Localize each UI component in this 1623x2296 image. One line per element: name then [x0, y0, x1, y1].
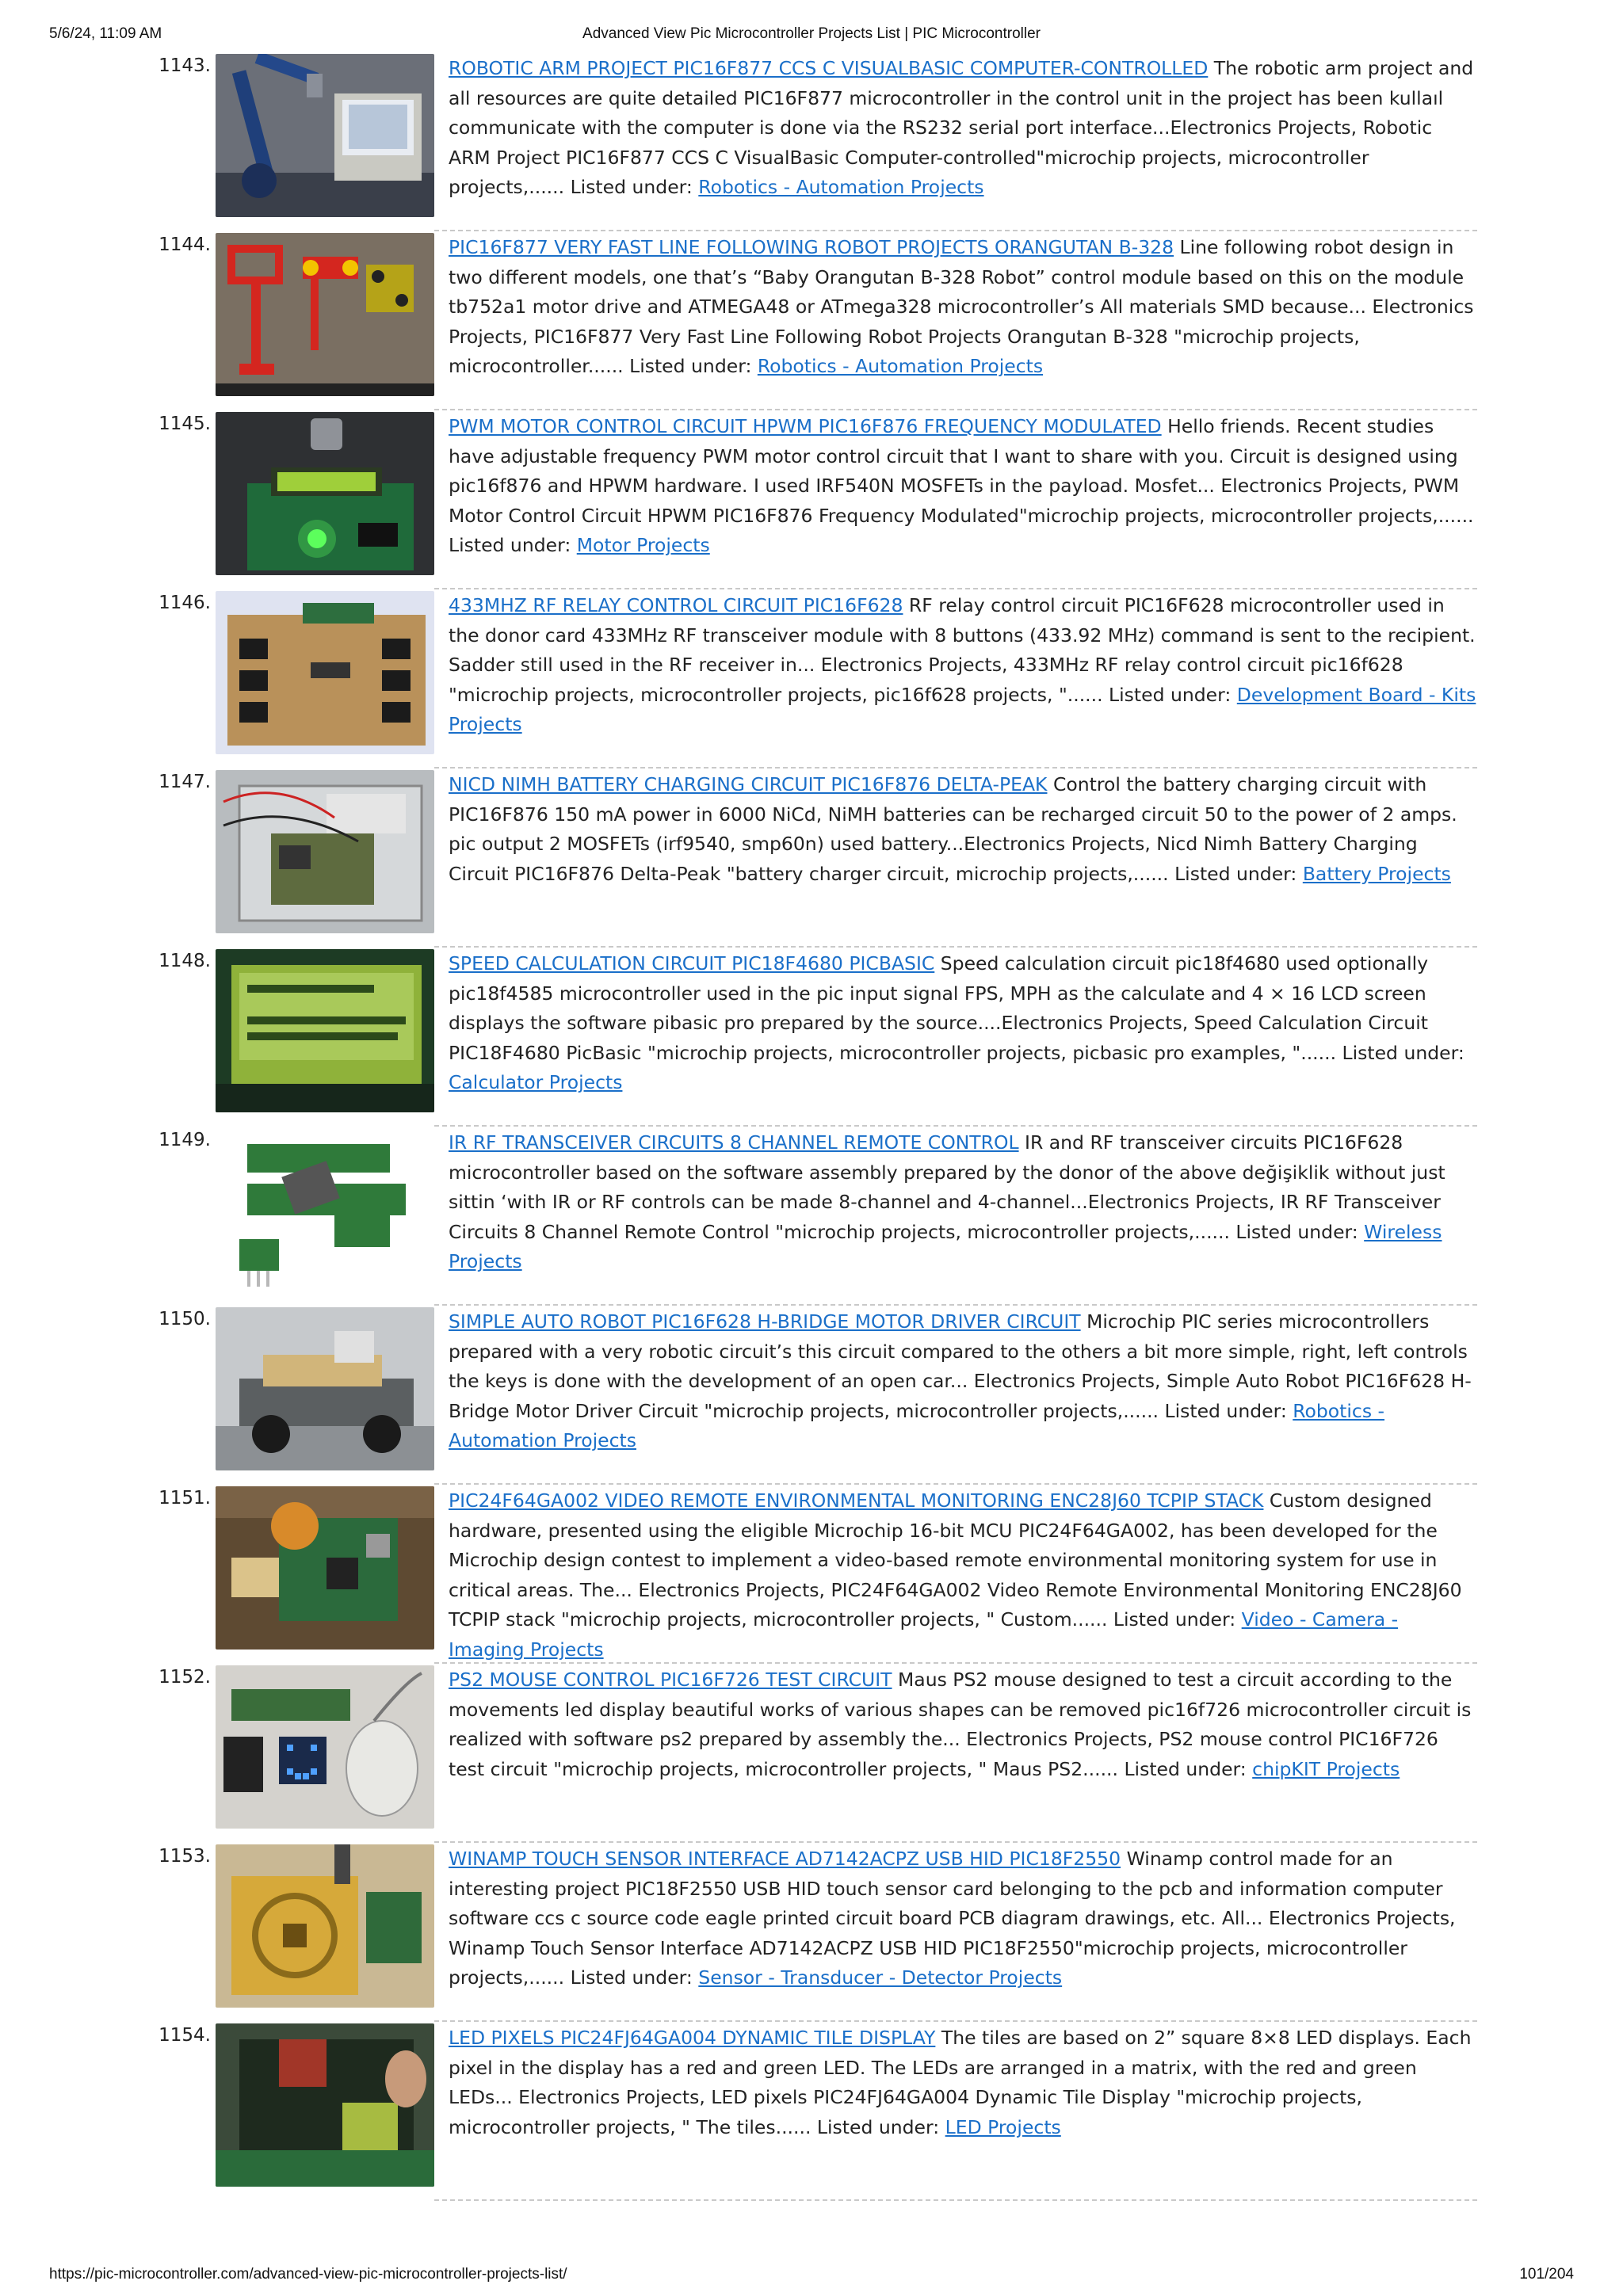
project-title-link[interactable]: PIC16F877 VERY FAST LINE FOLLOWING ROBOT PROJECTS ORANGUTAN B-328: [449, 236, 1174, 258]
item-text: [449, 1665, 1479, 1784]
item-text: [449, 2023, 1479, 2142]
divider: [434, 409, 1477, 410]
divider: [434, 1125, 1477, 1127]
divider: [434, 1483, 1477, 1485]
list-item: [0, 412, 1623, 591]
auto-robot-photo[interactable]: [216, 1307, 434, 1470]
item-number: 1148.: [158, 951, 211, 971]
charger-box-photo[interactable]: [216, 770, 434, 933]
item-number: 1154.: [158, 2025, 211, 2046]
line-robot-photo[interactable]: [216, 233, 434, 396]
item-number: 1152.: [158, 1667, 211, 1688]
project-title-link[interactable]: 433MHZ RF RELAY CONTROL CIRCUIT PIC16F628: [449, 594, 903, 616]
lcd-display-photo[interactable]: [216, 949, 434, 1112]
category-link[interactable]: Battery Projects: [1302, 862, 1451, 885]
page-number: 101/204: [1519, 2266, 1574, 2283]
category-link[interactable]: LED Projects: [945, 2115, 1061, 2138]
project-description: The robotic arm project and all resources are quite detailed PIC16F877 microcontroller in the control unit in the project has been kullaıl communicate with the computer is done via the RS232 serial port interface...Electronics Projects, Robotic ARM Project PIC16F877 CCS C VisualBasic Computer-controlled"microchip projects, microcontroller projects,...... Listed under:: [449, 57, 1474, 199]
project-description: Microchip PIC series microcontrollers prepared with a very robotic circuit’s this circuit compared to the others a bit more simple, right, left controls the keys is done with the development of an open car... Electronics Projects, Simple Auto Robot PIC16F628 H-Bridge Motor Driver Circuit "microchip projects, microcontroller projects,...... Listed under:: [449, 1310, 1472, 1422]
item-text: [449, 949, 1479, 1098]
led-matrix-photo[interactable]: [216, 2023, 434, 2187]
divider: [434, 1304, 1477, 1306]
robotic-arm-photo[interactable]: [216, 54, 434, 217]
list-item: [0, 1665, 1623, 1844]
divider: [434, 2020, 1477, 2022]
category-link[interactable]: Motor Projects: [576, 534, 710, 557]
divider: [434, 230, 1477, 231]
list-item: [0, 233, 1623, 412]
category-link[interactable]: Robotics - Automation Projects: [757, 355, 1044, 378]
item-number: 1149.: [158, 1130, 211, 1150]
project-title-link[interactable]: ROBOTIC ARM PROJECT PIC16F877 CCS C VISUALBASIC COMPUTER-CONTROLLED: [449, 57, 1209, 79]
divider: [434, 588, 1477, 589]
project-description: Line following robot design in two different models, one that’s “Baby Orangutan B-328 Robot” control module based on this on the module tb752a1 motor drive and ATMEGA48 or ATmega328 microcontroller’s All materials SMD because... Electronics Projects, PIC16F877 Very Fast Line Following Robot Projects Orangutan B-328 "microchip projects, microcontroller...... Listed under:: [449, 236, 1474, 378]
project-description: Custom designed hardware, presented using the eligible Microchip 16-bit MCU PIC24F64GA002, has been developed for the Microchip design contest to implement a video-based remote environmental monitoring system for use in critical areas. The... Electronics Projects, PIC24F64GA002 Video Remote Environmental Monitoring ENC28J60 TCPIP stack "microchip projects, microcontroller projects, " Custom...... Listed under:: [449, 1489, 1462, 1631]
list-item: [0, 1486, 1623, 1665]
divider: [434, 2199, 1477, 2201]
project-description: Maus PS2 mouse designed to test a circuit according to the movements led display beautiful works of various shapes can be removed pic16f726 microcontroller circuit is realized with software ps2 prepared by assembly the... Electronics Projects, PS2 mouse control PIC16F726 test circuit "microchip projects, microcontroller projects, " Maus PS2...... Listed under:: [449, 1669, 1472, 1780]
category-link[interactable]: chipKIT Projects: [1252, 1757, 1400, 1780]
divider: [434, 1662, 1477, 1664]
category-link[interactable]: Robotics - Automation Projects: [698, 176, 984, 199]
rf-modules-photo[interactable]: [216, 1128, 434, 1291]
project-description: Speed calculation circuit pic18f4680 used optionally pic18f4585 microcontroller used in the pic input signal FPS, MPH as the calculate and 4 × 16 LCD screen displays the software pibasic pro prepared by the source....Electronics Projects, Speed Calculation Circuit PIC18F4680 PicBasic "microchip projects, microcontroller projects, picbasic pro examples, "...... Listed under:: [449, 952, 1465, 1064]
list-item: [0, 1844, 1623, 2023]
project-title-link[interactable]: WINAMP TOUCH SENSOR INTERFACE AD7142ACPZ USB HID PIC18F2550: [449, 1848, 1121, 1870]
project-title-link[interactable]: SPEED CALCULATION CIRCUIT PIC18F4680 PICBASIC: [449, 952, 935, 974]
list-item: [0, 1128, 1623, 1307]
list-item: [0, 2023, 1623, 2203]
item-text: [449, 1486, 1479, 1665]
category-link[interactable]: Video - Camera - Imaging Projects: [449, 1608, 1399, 1661]
item-text: [449, 591, 1479, 740]
item-text: [449, 233, 1479, 382]
divider: [434, 946, 1477, 948]
item-number: 1146.: [158, 593, 211, 613]
monitor-board-photo[interactable]: [216, 1486, 434, 1650]
item-text: [449, 54, 1479, 203]
print-footer: [49, 2266, 1574, 2290]
print-header: [49, 25, 1574, 49]
project-description: Control the battery charging circuit with PIC16F876 150 mA power in 6000 NiCd, NiMH batteries can be recharged circuit 50 to the power of 2 amps. pic output 2 MOSFETs (irf9540, smp60n) used battery...Electronics Projects, Nicd Nimh Battery Charging Circuit PIC16F876 Delta-Peak "battery charger circuit, microchip projects,...... Listed under:: [449, 773, 1457, 885]
pwm-board-photo[interactable]: [216, 412, 434, 575]
list-item: [0, 770, 1623, 949]
item-number: 1153.: [158, 1846, 211, 1867]
category-link[interactable]: Calculator Projects: [449, 1071, 623, 1094]
list-item: [0, 591, 1623, 770]
item-number: 1147.: [158, 772, 211, 792]
item-text: [449, 412, 1479, 561]
project-title-link[interactable]: PS2 MOUSE CONTROL PIC16F726 TEST CIRCUIT: [449, 1669, 892, 1691]
item-text: [449, 1128, 1479, 1277]
project-description: The tiles are based on 2” square 8×8 LED displays. Each pixel in the display has a red and green LED. The LEDs are arranged in a matrix, with the red and green LEDs... Electronics Projects, LED pixels PIC24FJ64GA004 Dynamic Tile Display "microchip projects, microcontroller projects, " The tiles...... Listed under:: [449, 2027, 1472, 2138]
project-description: RF relay control circuit PIC16F628 microcontroller used in the donor card 433MHz RF transceiver module with 8 buttons (433.92 MHz) command is sent to the recipient. Sadder still used in the RF receiver in... Electronics Projects, 433MHz RF relay control circuit pic16f628 "microchip projects, microcontroller projects, pic16f628 projects, "...... Listed under:: [449, 594, 1476, 706]
project-description: Winamp control made for an interesting project PIC18F2550 USB HID touch sensor card belonging to the pcb and information computer software ccs c source code eagle printed circuit board PCB diagram drawings, etc. All... Electronics Projects, Winamp Touch Sensor Interface AD7142ACPZ USB HID PIC18F2550"microchip projects, microcontroller projects,...... Listed under:: [449, 1848, 1456, 1989]
divider: [434, 767, 1477, 769]
item-number: 1145.: [158, 414, 211, 434]
print-title: Advanced View Pic Microcontroller Projects List | PIC Microcontroller: [582, 25, 1041, 42]
list-item: [0, 949, 1623, 1128]
category-link[interactable]: Development Board - Kits Projects: [449, 683, 1476, 736]
item-text: [449, 1307, 1479, 1456]
print-date: 5/6/24, 11:09 AM: [49, 25, 162, 42]
list-item: [0, 1307, 1623, 1486]
project-description: Hello friends. Recent studies have adjustable frequency PWM motor control circuit that I want to share with you. Circuit is designed using pic16f876 and HPWM hardware. I used IRF540N MOSFETs in the payload. Mosfet... Electronics Projects, PWM Motor Control Circuit HPWM PIC16F876 Frequency Modulated"microchip projects, microcontroller projects,...... Listed under:: [449, 415, 1474, 557]
item-number: 1151.: [158, 1488, 211, 1508]
print-url: https://pic-microcontroller.com/advanced-view-pic-microcontroller-projects-list/: [49, 2266, 567, 2283]
item-number: 1143.: [158, 55, 211, 76]
project-title-link[interactable]: NICD NIMH BATTERY CHARGING CIRCUIT PIC16F876 DELTA-PEAK: [449, 773, 1048, 795]
ps2-mouse-photo[interactable]: [216, 1665, 434, 1829]
category-link[interactable]: Sensor - Transducer - Detector Projects: [698, 1966, 1063, 1989]
item-text: [449, 1844, 1479, 1993]
project-title-link[interactable]: PWM MOTOR CONTROL CIRCUIT HPWM PIC16F876 FREQUENCY MODULATED: [449, 415, 1162, 437]
project-title-link[interactable]: SIMPLE AUTO ROBOT PIC16F628 H-BRIDGE MOTOR DRIVER CIRCUIT: [449, 1310, 1081, 1333]
item-text: [449, 770, 1479, 889]
item-number: 1144.: [158, 235, 211, 255]
project-title-link[interactable]: IR RF TRANSCEIVER CIRCUITS 8 CHANNEL REMOTE CONTROL: [449, 1131, 1019, 1154]
project-title-link[interactable]: PIC24F64GA002 VIDEO REMOTE ENVIRONMENTAL MONITORING ENC28J60 TCPIP STACK: [449, 1489, 1264, 1512]
list-item: [0, 54, 1623, 233]
category-link[interactable]: Robotics - Automation Projects: [449, 1399, 1385, 1452]
category-link[interactable]: Wireless Projects: [449, 1220, 1442, 1273]
relay-board-photo[interactable]: [216, 591, 434, 754]
divider: [434, 1841, 1477, 1843]
touch-sensor-photo[interactable]: [216, 1844, 434, 2008]
item-number: 1150.: [158, 1309, 211, 1329]
project-title-link[interactable]: LED PIXELS PIC24FJ64GA004 DYNAMIC TILE DISPLAY: [449, 2027, 936, 2049]
project-description: IR and RF transceiver circuits PIC16F628 microcontroller based on the software assembly prepared by the donor of the above değişiklik without just sittin ‘with IR or RF controls can be made 8-channel and 4-channel...Electronics Projects, IR RF Transceiver Circuits 8 Channel Remote Control "microchip projects, microcontroller projects,...... Listed under:: [449, 1131, 1445, 1243]
